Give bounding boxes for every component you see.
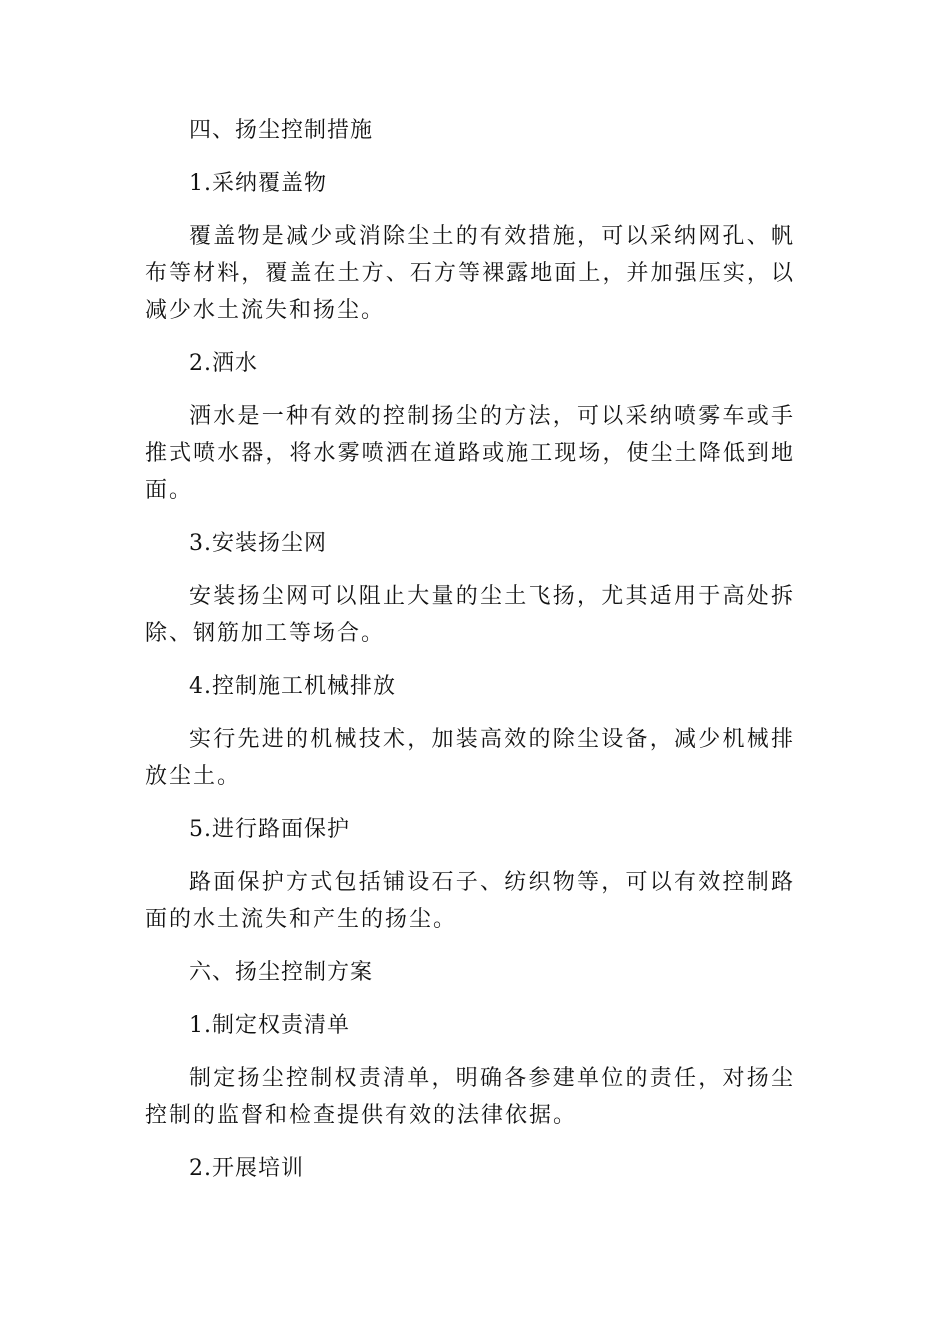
section-heading: 四、扬尘控制措施 [189, 118, 374, 143]
subsection-heading: 2.开展培训 [189, 1156, 304, 1181]
section-heading: 六、扬尘控制方案 [189, 960, 374, 985]
paragraph: 路面保护方式包括铺设石子、纺织物等，可以有效控制路面的水土流失和产生的扬尘。 [145, 870, 795, 932]
subsection-heading: 4.控制施工机械排放 [189, 674, 396, 699]
subsection-heading: 3.安装扬尘网 [189, 531, 327, 556]
paragraph: 覆盖物是减少或消除尘土的有效措施，可以采纳网孔、帆布等材料，覆盖在土方、石方等裸露地面上，并加强压实，以减少水土流失和扬尘。 [145, 224, 795, 323]
subsection-heading: 1.采纳覆盖物 [189, 171, 327, 196]
subsection-heading: 2.洒水 [189, 351, 258, 376]
paragraph: 实行先进的机械技术，加装高效的除尘设备，减少机械排放尘土。 [145, 727, 795, 789]
document-body [145, 112, 795, 1187]
paragraph: 制定扬尘控制权责清单，明确各参建单位的责任，对扬尘控制的监督和检查提供有效的法律依据。 [145, 1066, 795, 1128]
paragraph: 安装扬尘网可以阻止大量的尘土飞扬，尤其适用于高处拆除、钢筋加工等场合。 [145, 584, 795, 646]
paragraph: 洒水是一种有效的控制扬尘的方法，可以采纳喷雾车或手推式喷水器，将水雾喷洒在道路或施工现场，使尘土降低到地面。 [145, 404, 795, 503]
subsection-heading: 5.进行路面保护 [189, 817, 350, 842]
subsection-heading: 1.制定权责清单 [189, 1013, 350, 1038]
